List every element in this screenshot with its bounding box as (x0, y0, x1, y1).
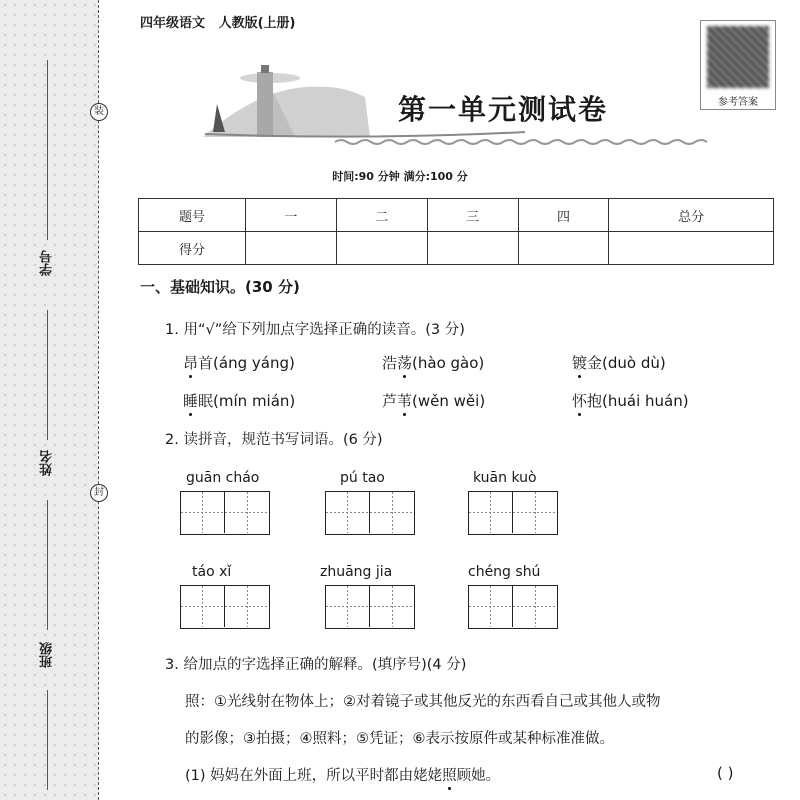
sub-question-1: (1) 妈妈在外面上班，所以平时都由姥姥照顾她。 (185, 768, 501, 784)
question-3-prompt: 3. 给加点的字选择正确的解释。(填序号)(4 分) (165, 657, 467, 673)
writing-grid[interactable] (325, 585, 415, 629)
score-row-label: 得分 (139, 232, 246, 265)
name-line-lower (47, 500, 48, 630)
seal-zhuang: 装 (90, 103, 108, 121)
writing-grid[interactable] (468, 491, 558, 535)
binding-margin (0, 0, 98, 800)
table-header-cell: 总分 (609, 199, 774, 232)
score-table-header-row (139, 199, 774, 232)
pinyin-choice-item[interactable]: 怀抱(huái huán) (572, 392, 689, 410)
answer-blank[interactable]: ( ) (717, 764, 734, 782)
class-line (47, 690, 48, 790)
pinyin-label: guān cháo (186, 470, 260, 486)
grade-subject: 四年级语文 (140, 16, 206, 31)
pinyin-label: kuān kuò (473, 470, 537, 486)
writing-cell[interactable] (513, 586, 557, 627)
pinyin-choice-item[interactable]: 芦苇(wěn wěi) (382, 392, 486, 410)
writing-cell[interactable] (469, 492, 513, 533)
writing-grid[interactable] (180, 491, 270, 535)
pinyin-choice-item[interactable]: 镀金(duò dù) (572, 354, 666, 372)
writing-cell[interactable] (326, 586, 370, 627)
seal-feng: 封 (90, 484, 108, 502)
table-header-cell: 二 (336, 199, 427, 232)
page-title: 第一单元测试卷 (398, 93, 609, 126)
answer-qr-code[interactable] (700, 20, 776, 110)
table-header-cell: 四 (518, 199, 609, 232)
writing-cell[interactable] (370, 586, 414, 627)
writing-cell[interactable] (181, 492, 225, 533)
edition: 人教版(上册) (218, 16, 296, 31)
pinyin-label: zhuāng jia (320, 564, 393, 580)
writing-grid[interactable] (325, 491, 415, 535)
question-2-prompt: 2. 读拼音，规范书写词语。(6 分) (165, 432, 383, 448)
table-header-cell: 三 (427, 199, 518, 232)
score-input-cell[interactable] (609, 232, 774, 265)
table-header-cell: 一 (246, 199, 337, 232)
book-header (140, 12, 295, 31)
pinyin-choice-item[interactable]: 睡眠(mín mián) (183, 392, 296, 410)
pinyin-choice-item[interactable]: 昂首(áng yáng) (183, 354, 295, 372)
name-label: 姓名 (40, 450, 55, 476)
score-table (138, 198, 774, 265)
score-input-cell[interactable] (336, 232, 427, 265)
definition-line: 的影像；③拍摄；④照料；⑤凭证；⑥表示按原件或某种标准准做。 (185, 731, 614, 747)
writing-grid[interactable] (180, 585, 270, 629)
qr-caption: 参考答案 (718, 97, 758, 108)
pinyin-choice-item[interactable]: 浩荡(hào gào) (382, 354, 485, 372)
pinyin-label: táo xǐ (192, 564, 232, 580)
writing-cell[interactable] (469, 586, 513, 627)
score-input-cell[interactable] (427, 232, 518, 265)
qr-image (707, 26, 769, 88)
name-line-upper (47, 310, 48, 440)
writing-cell[interactable] (326, 492, 370, 533)
writing-cell[interactable] (225, 586, 269, 627)
score-table-score-row (139, 232, 774, 265)
section-1-title: 一、基础知识。(30 分) (140, 278, 300, 296)
writing-cell[interactable] (225, 492, 269, 533)
writing-cell[interactable] (370, 492, 414, 533)
score-input-cell[interactable] (246, 232, 337, 265)
student-id-line (47, 60, 48, 240)
exam-time-score: 时间:90 分钟 满分:100 分 (332, 170, 468, 183)
table-header-cell: 题号 (139, 199, 246, 232)
writing-cell[interactable] (181, 586, 225, 627)
score-input-cell[interactable] (518, 232, 609, 265)
definition-line: 照：①光线射在物体上；②对着镜子或其他反光的东西看自己或其他人或物 (185, 694, 661, 710)
class-label: 班级 (40, 642, 55, 668)
pinyin-label: chéng shú (468, 564, 541, 580)
writing-cell[interactable] (513, 492, 557, 533)
question-1-prompt: 1. 用“√”给下列加点字选择正确的读音。(3 分) (165, 322, 465, 338)
student-id-label: 学号 (40, 250, 55, 276)
writing-grid[interactable] (468, 585, 558, 629)
pinyin-label: pú tao (340, 470, 385, 486)
